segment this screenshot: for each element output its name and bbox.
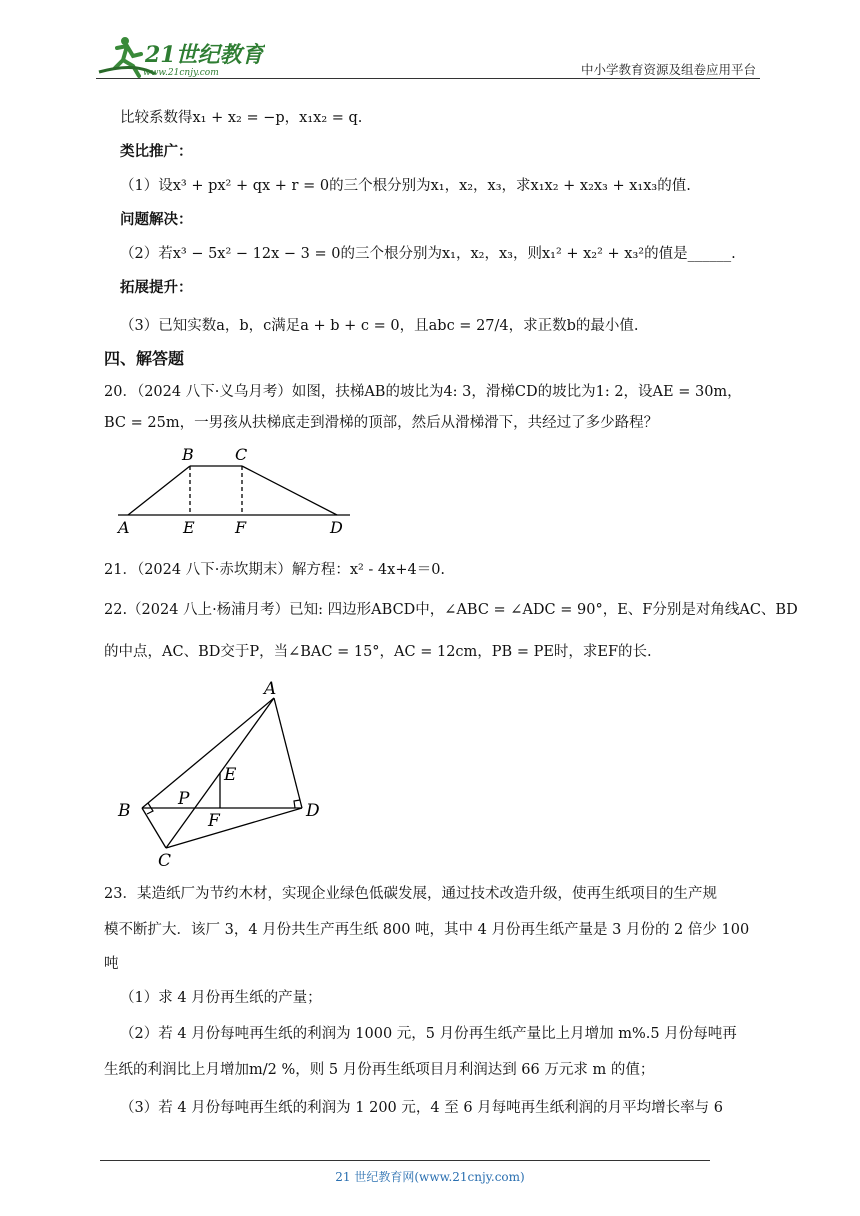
- q23-line2: 模不断扩大．该厂 3，4 月份共生产再生纸 800 吨，其中 4 月份再生纸产量是 3 月份的 2 倍少 100: [104, 922, 750, 938]
- q19-sub2: 问题解决：: [120, 212, 193, 228]
- logo-url: www.21cnjy.com: [143, 68, 219, 78]
- q23-part1: （1）求 4 月份再生纸的产量；: [120, 990, 322, 1006]
- q23-line3: 吨: [104, 956, 119, 972]
- label-F: F: [208, 811, 220, 831]
- label-D: D: [306, 801, 320, 821]
- label-A: A: [264, 679, 277, 699]
- label-P: P: [178, 789, 190, 809]
- header-divider: [96, 78, 760, 79]
- logo-text: 21世纪教育: [145, 42, 264, 68]
- platform-name: 中小学教育资源及组卷应用平台: [580, 62, 756, 77]
- logo: [95, 32, 265, 80]
- q19-sub1: 类比推广：: [120, 144, 193, 160]
- label-E: E: [183, 518, 195, 537]
- q19-part1: （1）设x³ + px² + qx + r = 0的三个根分别为x₁，x₂，x₃，求x₁x₂ + x₂x₃ + x₁x₃的值.: [120, 178, 691, 194]
- q19-sub3: 拓展提升：: [120, 280, 193, 296]
- q22-figure: [112, 674, 332, 870]
- q22-line2: 的中点，AC、BD交于P，当∠BAC = 15°，AC = 12cm，PB = PE时，求EF的长.: [104, 644, 652, 660]
- label-F: F: [235, 518, 247, 537]
- q20-line2: BC = 25m，一男孩从扶梯底走到滑梯的顶部，然后从滑梯滑下，共经过了多少路程？: [104, 415, 659, 431]
- footer-divider: [100, 1160, 710, 1161]
- label-C: C: [235, 445, 248, 464]
- q19-part2: （2）若x³ − 5x² − 12x − 3 = 0的三个根分别为x₁，x₂，x₃，则x₁² + x₂² + x₃²的值是______.: [120, 246, 736, 262]
- q19-part3: （3）已知实数a，b，c满足a + b + c = 0，且abc = 27/4，求正数b的最小值.: [120, 318, 639, 334]
- q21-line1: 21．（2024 八下·赤坎期末）解方程：x² - 4x+4＝0.: [104, 562, 446, 578]
- q23-line1: 23．某造纸厂为节约木材，实现企业绿色低碳发展，通过技术改造升级，使再生纸项目的生产规: [104, 886, 717, 902]
- q23-part3: （3）若 4 月份每吨再生纸的利润为 1 200 元，4 至 6 月每吨再生纸利润的月平均增长率与 6: [120, 1100, 724, 1116]
- label-A: A: [118, 518, 130, 537]
- label-E: E: [224, 765, 237, 785]
- q20-line1: 20．（2024 八下·义乌月考）如图，扶梯AB的坡比为4: 3，滑梯CD的坡比为1: 2，设AE = 30m，: [104, 384, 742, 400]
- section-title: 四、解答题: [104, 349, 185, 368]
- q23-part2a: （2）若 4 月份每吨再生纸的利润为 1000 元，5 月份再生纸产量比上月增加 m%.5 月份每吨再: [120, 1026, 737, 1042]
- q19-line1: 比较系数得x₁ + x₂ = −p，x₁x₂ = q.: [120, 110, 363, 126]
- q23-part2b: 生纸的利润比上月增加m/2 %，则 5 月份再生纸项目月利润达到 66 万元求 m 的值；: [104, 1062, 655, 1078]
- label-B: B: [182, 445, 194, 464]
- footer-link[interactable]: 21 世纪教育网(www.21cnjy.com): [335, 1170, 525, 1184]
- q20-figure: [110, 440, 360, 540]
- label-C: C: [158, 851, 172, 870]
- q22-line1: 22.（2024 八上·杨浦月考）已知: 四边形ABCD中，∠ABC = ∠ADC = 90°，E、F分别是对角线AC、BD: [104, 602, 798, 618]
- label-B: B: [118, 801, 131, 821]
- label-D: D: [330, 518, 343, 537]
